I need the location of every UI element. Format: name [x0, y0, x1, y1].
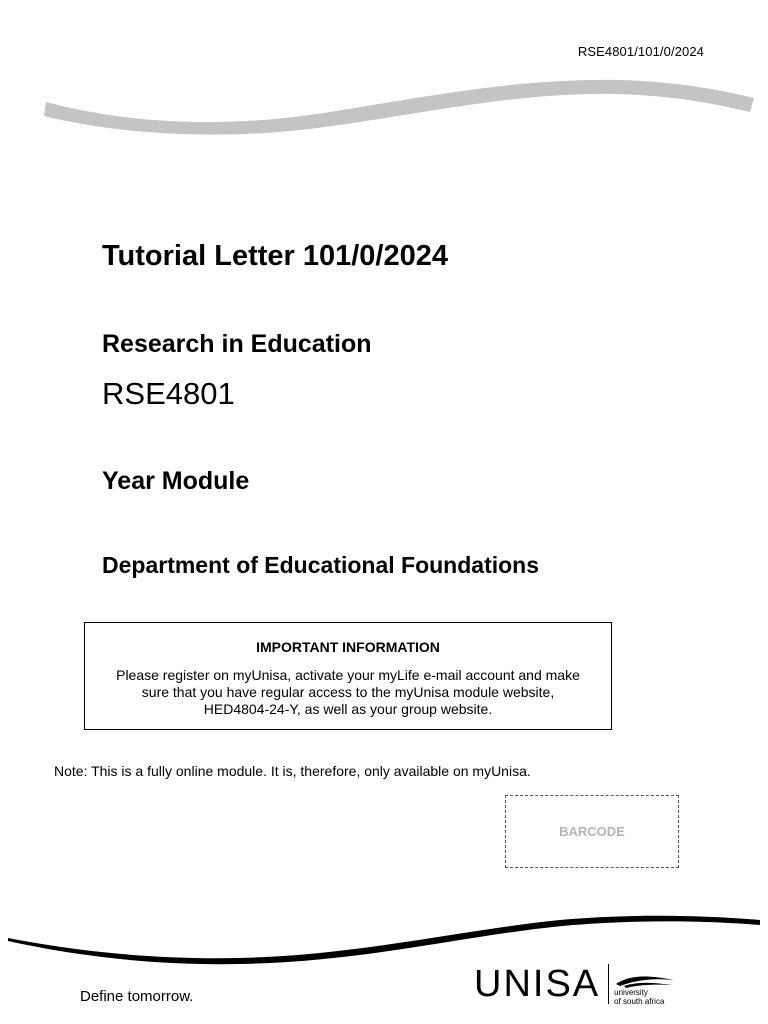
unisa-logo-divider — [608, 964, 609, 1004]
department-name: Department of Educational Foundations — [102, 552, 540, 578]
unisa-logo-sub-line1: university — [614, 988, 648, 997]
module-type: Year Module — [102, 467, 250, 495]
important-information-body: Please register on myUnisa, activate your myLife e-mail account and make sure that you have regular access to the myUnisa module website, HED4804-24-Y, as well as your group website. — [116, 667, 580, 717]
online-module-note: Note: This is a fully online module. It is, therefore, only available on myUnisa. — [54, 763, 531, 779]
unisa-logo-word: UNISA — [474, 963, 601, 1005]
important-information-heading: IMPORTANT INFORMATION — [256, 639, 440, 655]
barcode-label: BARCODE — [559, 824, 625, 839]
unisa-logo-subtitle — [614, 962, 676, 1006]
tagline: Define tomorrow. — [80, 988, 194, 1005]
unisa-logo — [474, 962, 676, 1006]
module-code: RSE4801 — [102, 376, 235, 411]
tutorial-letter-title: Tutorial Letter 101/0/2024 — [102, 240, 449, 272]
module-name: Research in Education — [102, 330, 372, 358]
document-code: RSE4801/101/0/2024 — [577, 44, 704, 59]
unisa-logo-bird-icon — [614, 974, 676, 988]
unisa-logo-sub-line2: of south africa — [614, 997, 665, 1006]
